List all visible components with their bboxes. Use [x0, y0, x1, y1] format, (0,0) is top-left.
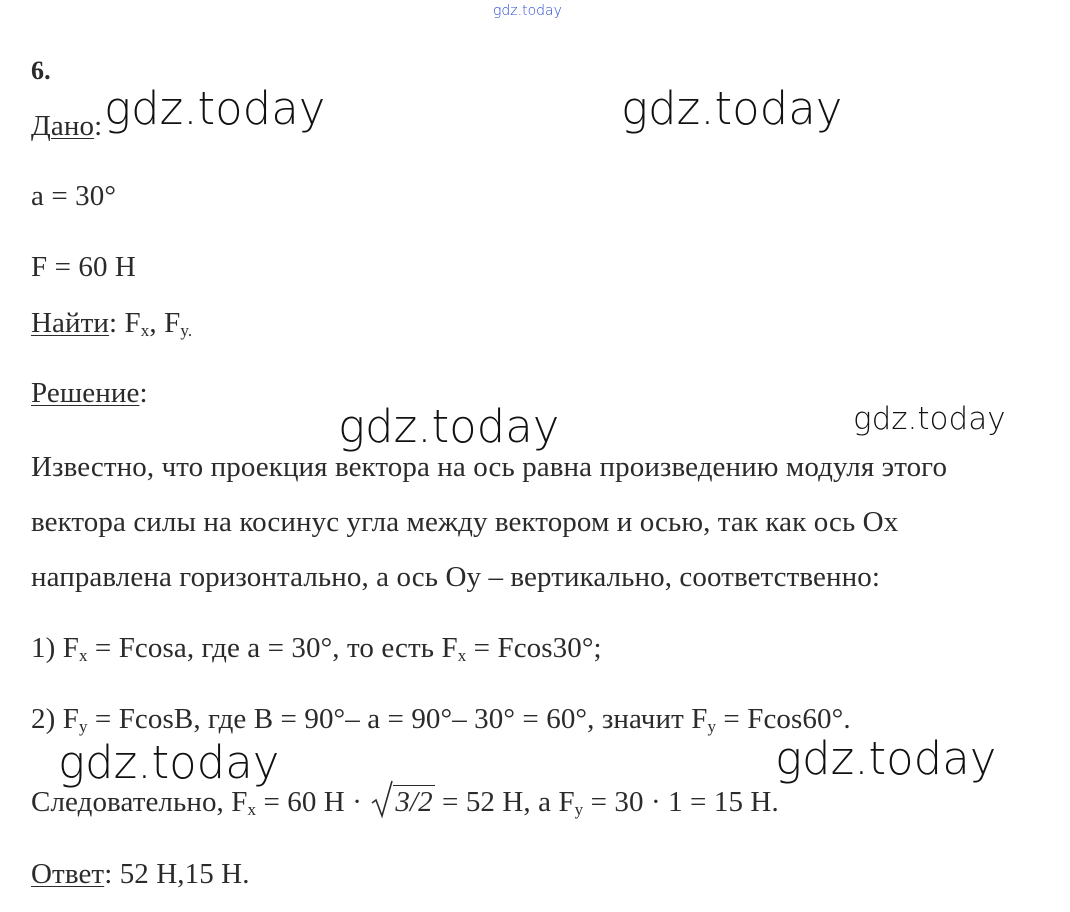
solution-label: Решение	[31, 377, 140, 409]
solution-heading	[31, 379, 148, 408]
find-fx-sub: x	[140, 321, 150, 340]
step-2	[31, 705, 851, 735]
step-2-part-c: = Fcos60°.	[716, 703, 851, 735]
given-label: Дано	[31, 110, 95, 142]
step-2-sub-1: y	[78, 717, 88, 736]
solution-colon: :	[139, 377, 148, 409]
explanation-line-2: вектора силы на косинус угла между вектором и осью, так как ось Ox	[31, 506, 899, 538]
watermark-4: gdz.today	[853, 401, 1006, 437]
step-1-sub-1: x	[78, 646, 88, 665]
given-heading	[31, 112, 102, 141]
given-alpha: a = 30°	[31, 180, 117, 212]
given-force: F = 60 Н	[31, 251, 136, 283]
explanation-line-1: Известно, что проекция вектора на ось равна произведению модуля этого	[31, 451, 948, 483]
answer-text: : 52 Н,15 Н.	[104, 858, 250, 890]
watermark-3: gdz.today	[338, 400, 560, 453]
watermark-6: gdz.today	[775, 732, 997, 785]
step-1-part-c: = Fcos30°;	[466, 632, 602, 664]
radicand: 3/2	[395, 786, 433, 818]
watermark-2: gdz.today	[621, 82, 843, 135]
watermark-1: gdz.today	[104, 82, 326, 135]
step-2-sub-2: y	[707, 717, 717, 736]
result-sub-1: x	[247, 800, 257, 819]
step-1-sub-2: x	[457, 646, 467, 665]
step-1-part-a: 1) F	[31, 632, 79, 664]
find-line	[31, 309, 192, 339]
watermark-top: gdz.today	[493, 3, 562, 19]
step-2-part-a: 2) F	[31, 703, 79, 735]
result-sub-2: y	[574, 800, 584, 819]
find-label: Найти	[31, 307, 110, 339]
answer-label: Ответ	[31, 858, 105, 890]
result-line	[31, 785, 779, 818]
problem-number: 6.	[31, 56, 51, 85]
find-colon: :	[109, 307, 125, 339]
answer-line	[31, 860, 250, 889]
find-sep: , F	[149, 307, 181, 339]
find-fy-sub: y.	[180, 321, 193, 340]
step-2-part-b: = FcosB, где B = 90°– a = 90°– 30° = 60°, значит F	[87, 703, 708, 735]
step-1-part-b: = Fcosa, где a = 30°, то есть F	[87, 632, 458, 664]
step-1	[31, 634, 602, 664]
square-root	[371, 785, 434, 817]
result-part-b: = 60 Н ·	[256, 786, 370, 818]
watermark-5: gdz.today	[58, 736, 280, 789]
radical-sign-icon	[371, 779, 393, 819]
result-part-c: = 52 Н, а F	[434, 786, 575, 818]
explanation-line-3: направлена горизонтально, а ось Oy – вертикально, соответственно:	[31, 561, 881, 593]
result-part-d: = 30 · 1 = 15 Н.	[583, 786, 779, 818]
find-fx: F	[124, 307, 141, 339]
result-part-a: Следовательно, F	[31, 786, 248, 818]
given-colon: :	[94, 110, 103, 142]
